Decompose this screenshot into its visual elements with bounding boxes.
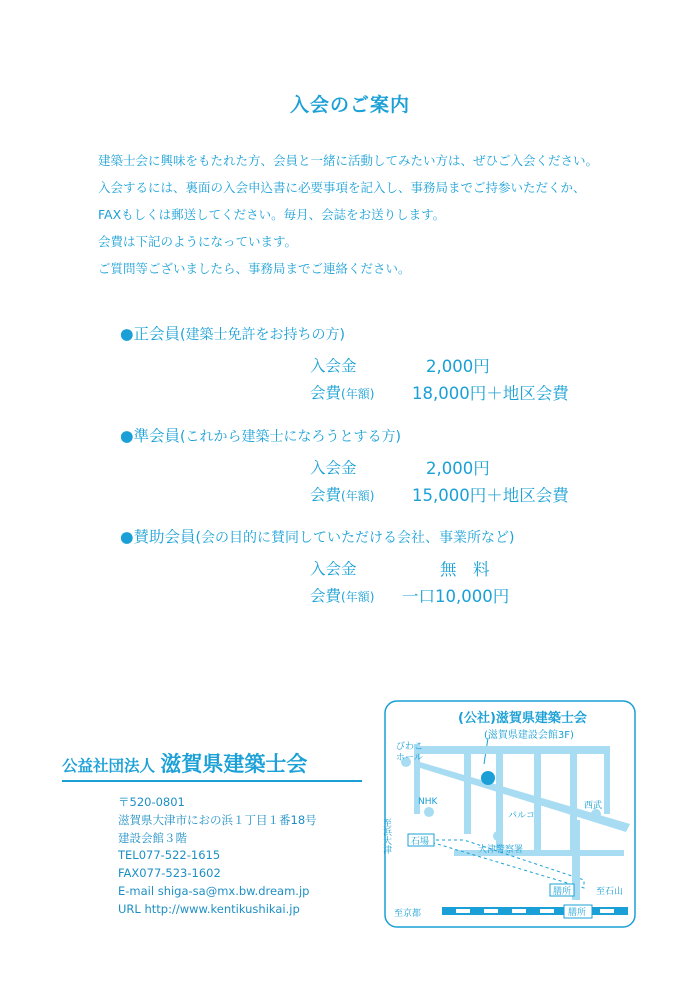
email-link[interactable]: E-mail shiga-sa@mx.bw.dream.jp xyxy=(118,884,310,898)
url-link[interactable]: URL http://www.kentikushikai.jp xyxy=(118,902,300,916)
building-line: 建設会館３階 xyxy=(118,831,187,845)
address-line: 滋賀県大津市におの浜１丁目１番18号 xyxy=(118,813,317,827)
intro-line-1: 建築士会に興味をもたれた方、会員と一緒に活動してみたい方は、ぜひご入会ください。 xyxy=(98,153,599,168)
membership-note: (これから建築士になろうとする方) xyxy=(180,429,401,445)
bullet-icon: ● xyxy=(120,427,134,445)
map-label-to-ishiyama: 至石山 xyxy=(596,887,624,897)
map-label-seibu: 西武 xyxy=(584,801,603,811)
map-label-to-kyoto: 至京都 xyxy=(394,909,422,919)
map-title: (公社)滋賀県建築士会 xyxy=(458,711,587,726)
membership-name: 賛助会員 xyxy=(133,528,196,546)
entry-fee-value: 2,000円 xyxy=(426,357,490,376)
map-road xyxy=(420,746,610,754)
map-label-biwako-hall-2: ホール xyxy=(396,753,423,763)
organization-underline xyxy=(62,780,362,782)
map-label-otsu-police: 大津警察署 xyxy=(478,845,524,855)
entry-fee-label: 入会金 xyxy=(310,357,357,375)
annual-fee-label: 会費(年額) xyxy=(310,587,375,605)
bullet-icon: ● xyxy=(120,325,134,343)
bullet-icon: ● xyxy=(120,528,134,546)
annual-fee-value: 18,000円＋地区会費 xyxy=(412,384,569,403)
map-label-parco: パルコ xyxy=(508,811,536,821)
map-label-zeze-station: 膳所 xyxy=(568,908,587,918)
map-label-biwako-hall: びわこ xyxy=(396,742,424,752)
police-marker xyxy=(493,831,503,841)
intro-line-3: FAXもしくは郵送してください。毎月、会誌をお送りします。 xyxy=(98,207,446,222)
annual-fee-value: 15,000円＋地区会費 xyxy=(412,486,569,505)
map-road xyxy=(464,754,471,834)
organization-name xyxy=(62,748,307,778)
annual-fee-value: 一口10,000円 xyxy=(402,587,510,606)
entry-fee-value: 無 料 xyxy=(440,560,490,579)
membership-note: (建築士免許をお持ちの方) xyxy=(180,327,345,343)
nhk-marker xyxy=(424,807,434,817)
organization-main-name: 滋賀県建築士会 xyxy=(160,752,308,776)
map-label-nhk: NHK xyxy=(418,797,438,807)
intro-line-5: ご質問等ございましたら、事務局までご連絡ください。 xyxy=(98,261,411,276)
map-label-ishiba: 石場 xyxy=(411,837,430,847)
fax-line: FAX077-523-1602 xyxy=(118,866,221,880)
location-map xyxy=(381,700,636,928)
location-pin-icon xyxy=(481,771,495,785)
entry-fee-label: 入会金 xyxy=(310,459,357,477)
membership-name: 準会員 xyxy=(133,427,181,445)
membership-supporting xyxy=(120,525,514,547)
map-label-to-hamaotsu: 至浜大津 xyxy=(381,818,391,854)
entry-fee-value: 2,000円 xyxy=(426,459,490,478)
intro-line-2: 入会するには、裏面の入会申込書に必要事項を記入し、事務局までご持参いただくか、 xyxy=(98,180,586,195)
postal-code: 〒520-0801 xyxy=(118,795,185,809)
membership-note: (会の目的に賛同していただける会社、事業所など) xyxy=(195,530,515,546)
map-subtitle: (滋賀県建設会館3F) xyxy=(484,730,574,741)
page-title: 入会のご案内 xyxy=(289,94,410,116)
intro-line-4: 会費は下記のようになっています。 xyxy=(98,234,298,249)
tel-line: TEL077-522-1615 xyxy=(118,848,221,862)
membership-regular xyxy=(120,322,345,344)
organization-prefix: 公益社団法人 xyxy=(62,757,156,775)
map-road xyxy=(604,754,610,814)
entry-fee-label: 入会金 xyxy=(310,560,357,578)
membership-associate xyxy=(120,424,401,446)
map-label-zeze: 膳所 xyxy=(553,887,572,897)
membership-name: 正会員 xyxy=(133,325,181,343)
annual-fee-label: 会費(年額) xyxy=(310,384,375,402)
annual-fee-label: 会費(年額) xyxy=(310,486,375,504)
